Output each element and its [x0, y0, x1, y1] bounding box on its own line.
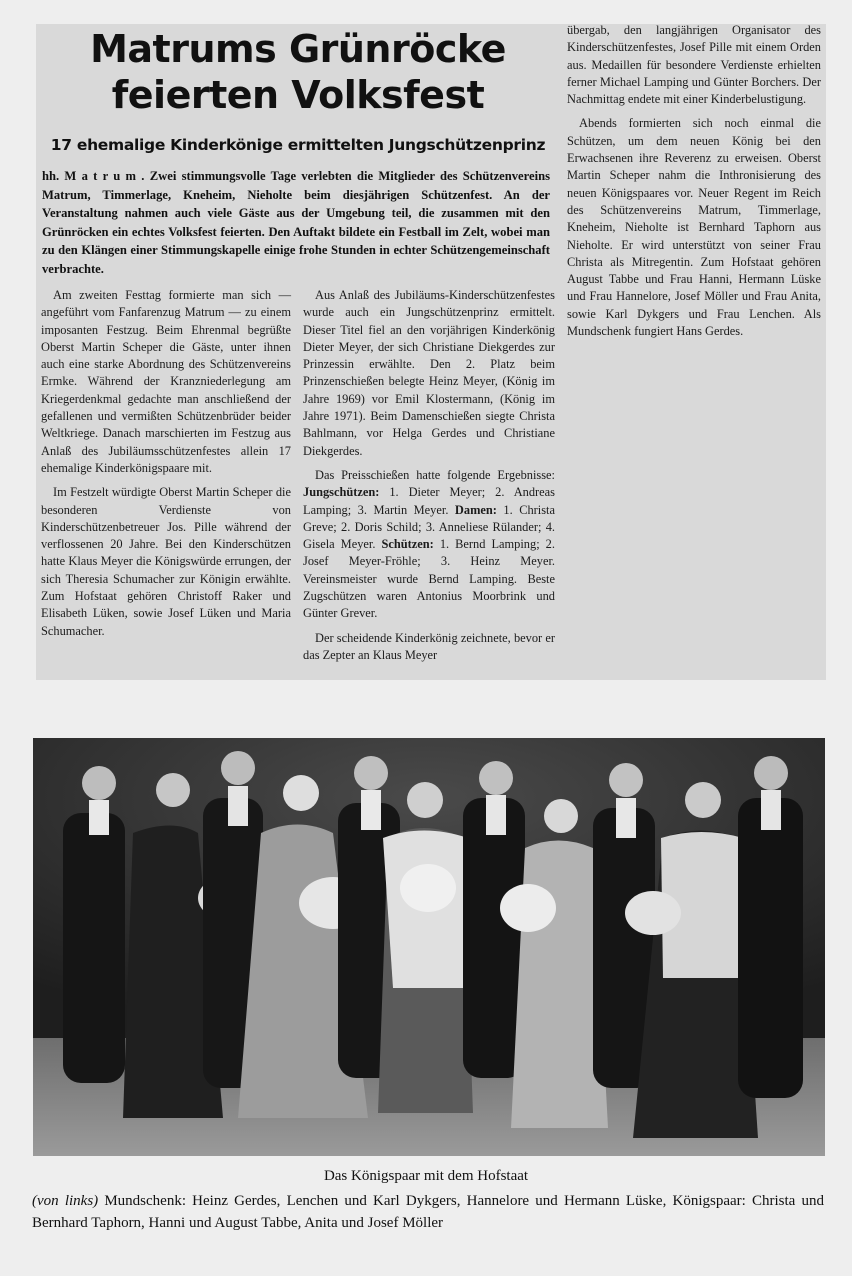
column-2-results	[303, 467, 555, 623]
photo-caption	[32, 1190, 824, 1234]
column-2-paragraph-3: Der scheidende Kinderkönig zeichnete, bevor er das Zepter an Klaus Meyer	[303, 630, 555, 662]
caption-lead: (von links)	[32, 1193, 99, 1209]
subheadline: 17 ehemalige Kinderkönige ermittelten Jungschützenprinz	[50, 136, 546, 154]
results-label-damen: Damen:	[454, 502, 497, 517]
lead-dateline: hh. M a t r u m .	[42, 169, 145, 183]
group-photo-illustration	[33, 738, 825, 1156]
column-1-paragraph-1: Am zweiten Festtag formierte man sich — angeführt vom Fanfarenzug Matrum — zu einem imposanten Festzug. Beim Ehrenmal begrüßte Oberst Martin Scheper die Gäste, unter ihnen auch eine starke Abordnung des Schützenvereins Ermke. Während der Kranzniederlegung am Kriegerdenkmal gedachte man anschließend der gefallenen und vermißten Schützenbrüder beider Weltkriege. Danach marschierten im Festzug aus Anlaß des Jubiläumsschützenfestes allein 17 ehemalige Kinderkönigspaare mit.	[41, 288, 291, 475]
lead-text: Zwei stimmungsvolle Tage verlebten die Mitglieder des Schützenvereins Matrum, Timmerlage, Kneheim, Nieholte beim diesjährigen Schützenfest. An der Veranstaltung nahmen auch viele Gäste aus der Umgebung teil, die zusammen mit den Grünröcken ein echtes Volksfest feierten. Den Auftakt bildete ein Festball im Zelt, wobei man zu den Klängen einer Stimmungskapelle einige frohe Stunden in echter Schützengemeinschaft verbrachte.	[42, 169, 551, 276]
column-3-paragraph-2: Abends formierten sich noch einmal die Schützen, um dem neuen König bei den Erwachsenen ihre Reverenz zu erweisen. Oberst Martin Scheper nahm die Inthronisierung des neuen Königspaares vor. Neuer Regent im Reich des Schützenvereins Matrum, Timmerlage, Kneheim, Nieholte ist Bernhard Taphorn aus Nieholte. Er wird unterstützt von seiner Frau Christa als Mitregentin. Zum Hofstaat gehören August Tabbe und Frau Hanni, Hermann Lüske und Frau Hannelore, Josef Möller und Frau Anita, sowie Karl Dykgers und Frau Lenchen. Als Mundschenk fungiert Hans Gerdes.	[567, 116, 821, 339]
photo-caption-title: Das Königspaar mit dem Hofstaat	[323, 1168, 529, 1184]
article-column-3	[567, 22, 821, 347]
results-damen: 1. Christa Greve; 2. Doris Schild; 3. Anneliese Rülander; 4. Gisela Meyer.	[303, 502, 555, 552]
results-label-jungschuetzen: Jungschützen:	[303, 485, 380, 500]
results-jungschuetzen: 1. Dieter Meyer; 2. Andreas Lamping; 3. Martin Meyer.	[303, 485, 555, 517]
headline	[38, 26, 558, 118]
column-3-paragraph-1: übergab, den langjährigen Organisator des Kinderschützenfestes, Josef Pille mit einem Orden aus. Medaillen für besondere Verdienste erhielten ferner Michael Lamping und Günter Borchers. Der Nachmittag endete mit einer Kinderbelustigung.	[567, 23, 821, 107]
headline-line-2: feierten Volksfest	[111, 73, 485, 117]
results-label-schuetzen: Schützen:	[381, 537, 434, 552]
group-photo	[33, 738, 825, 1156]
column-2-paragraph-1: Aus Anlaß des Jubiläums-Kinderschützenfestes wurde auch ein Jungschützenprinz ermittelt. Dieser Titel fiel an den vorjährigen Kinderkönig Dieter Meyer, der sich Christiane Diekgerdes zur Prinzessin erwählte. Den 2. Platz beim Prinzenschießen belegte Heinz Meyer, (König im Jahre 1969) vor Emil Klostermann, (König im Jahre 1971). Beim Damenschießen siegte Christa Bahlmann, vor Helga Gerdes und Christiane Diekgerdes.	[303, 288, 555, 458]
headline-line-1: Matrums Grünröcke	[90, 27, 506, 71]
caption-text: Mundschenk: Heinz Gerdes, Lenchen und Karl Dykgers, Hannelore und Hermann Lüske, Königspaar: Christa und Bernhard Taphorn, Hanni und August Tabbe, Anita und Josef Möller	[32, 1193, 825, 1231]
lead-paragraph	[42, 167, 550, 279]
results-intro: Das Preisschießen hatte folgende Ergebnisse:	[315, 467, 555, 482]
article-column-2	[303, 287, 555, 671]
article-column-1	[41, 287, 291, 647]
column-1-paragraph-2: Im Festzelt würdigte Oberst Martin Scheper die besonderen Verdienste von Kinderschützenbetreuer Jos. Pille während der verflossenen 20 Jahre. Bei den Kinderschützen hatte Klaus Meyer die Königswürde errungen, der sich Theresia Schumacher zur Königin erwählte. Zum Hofstaat gehören Christoff Raker und Elisabeth Lüken, sowie Josef Lüken und Maria Schumacher.	[41, 485, 291, 638]
results-schuetzen: 1. Bernd Lamping; 2. Josef Meyer-Fröhle; 3. Heinz Meyer. Vereinsmeister wurde Bernd Lamping. Beste Zugschützen waren Antonius Moorbrink und Günter Grever.	[303, 537, 555, 621]
